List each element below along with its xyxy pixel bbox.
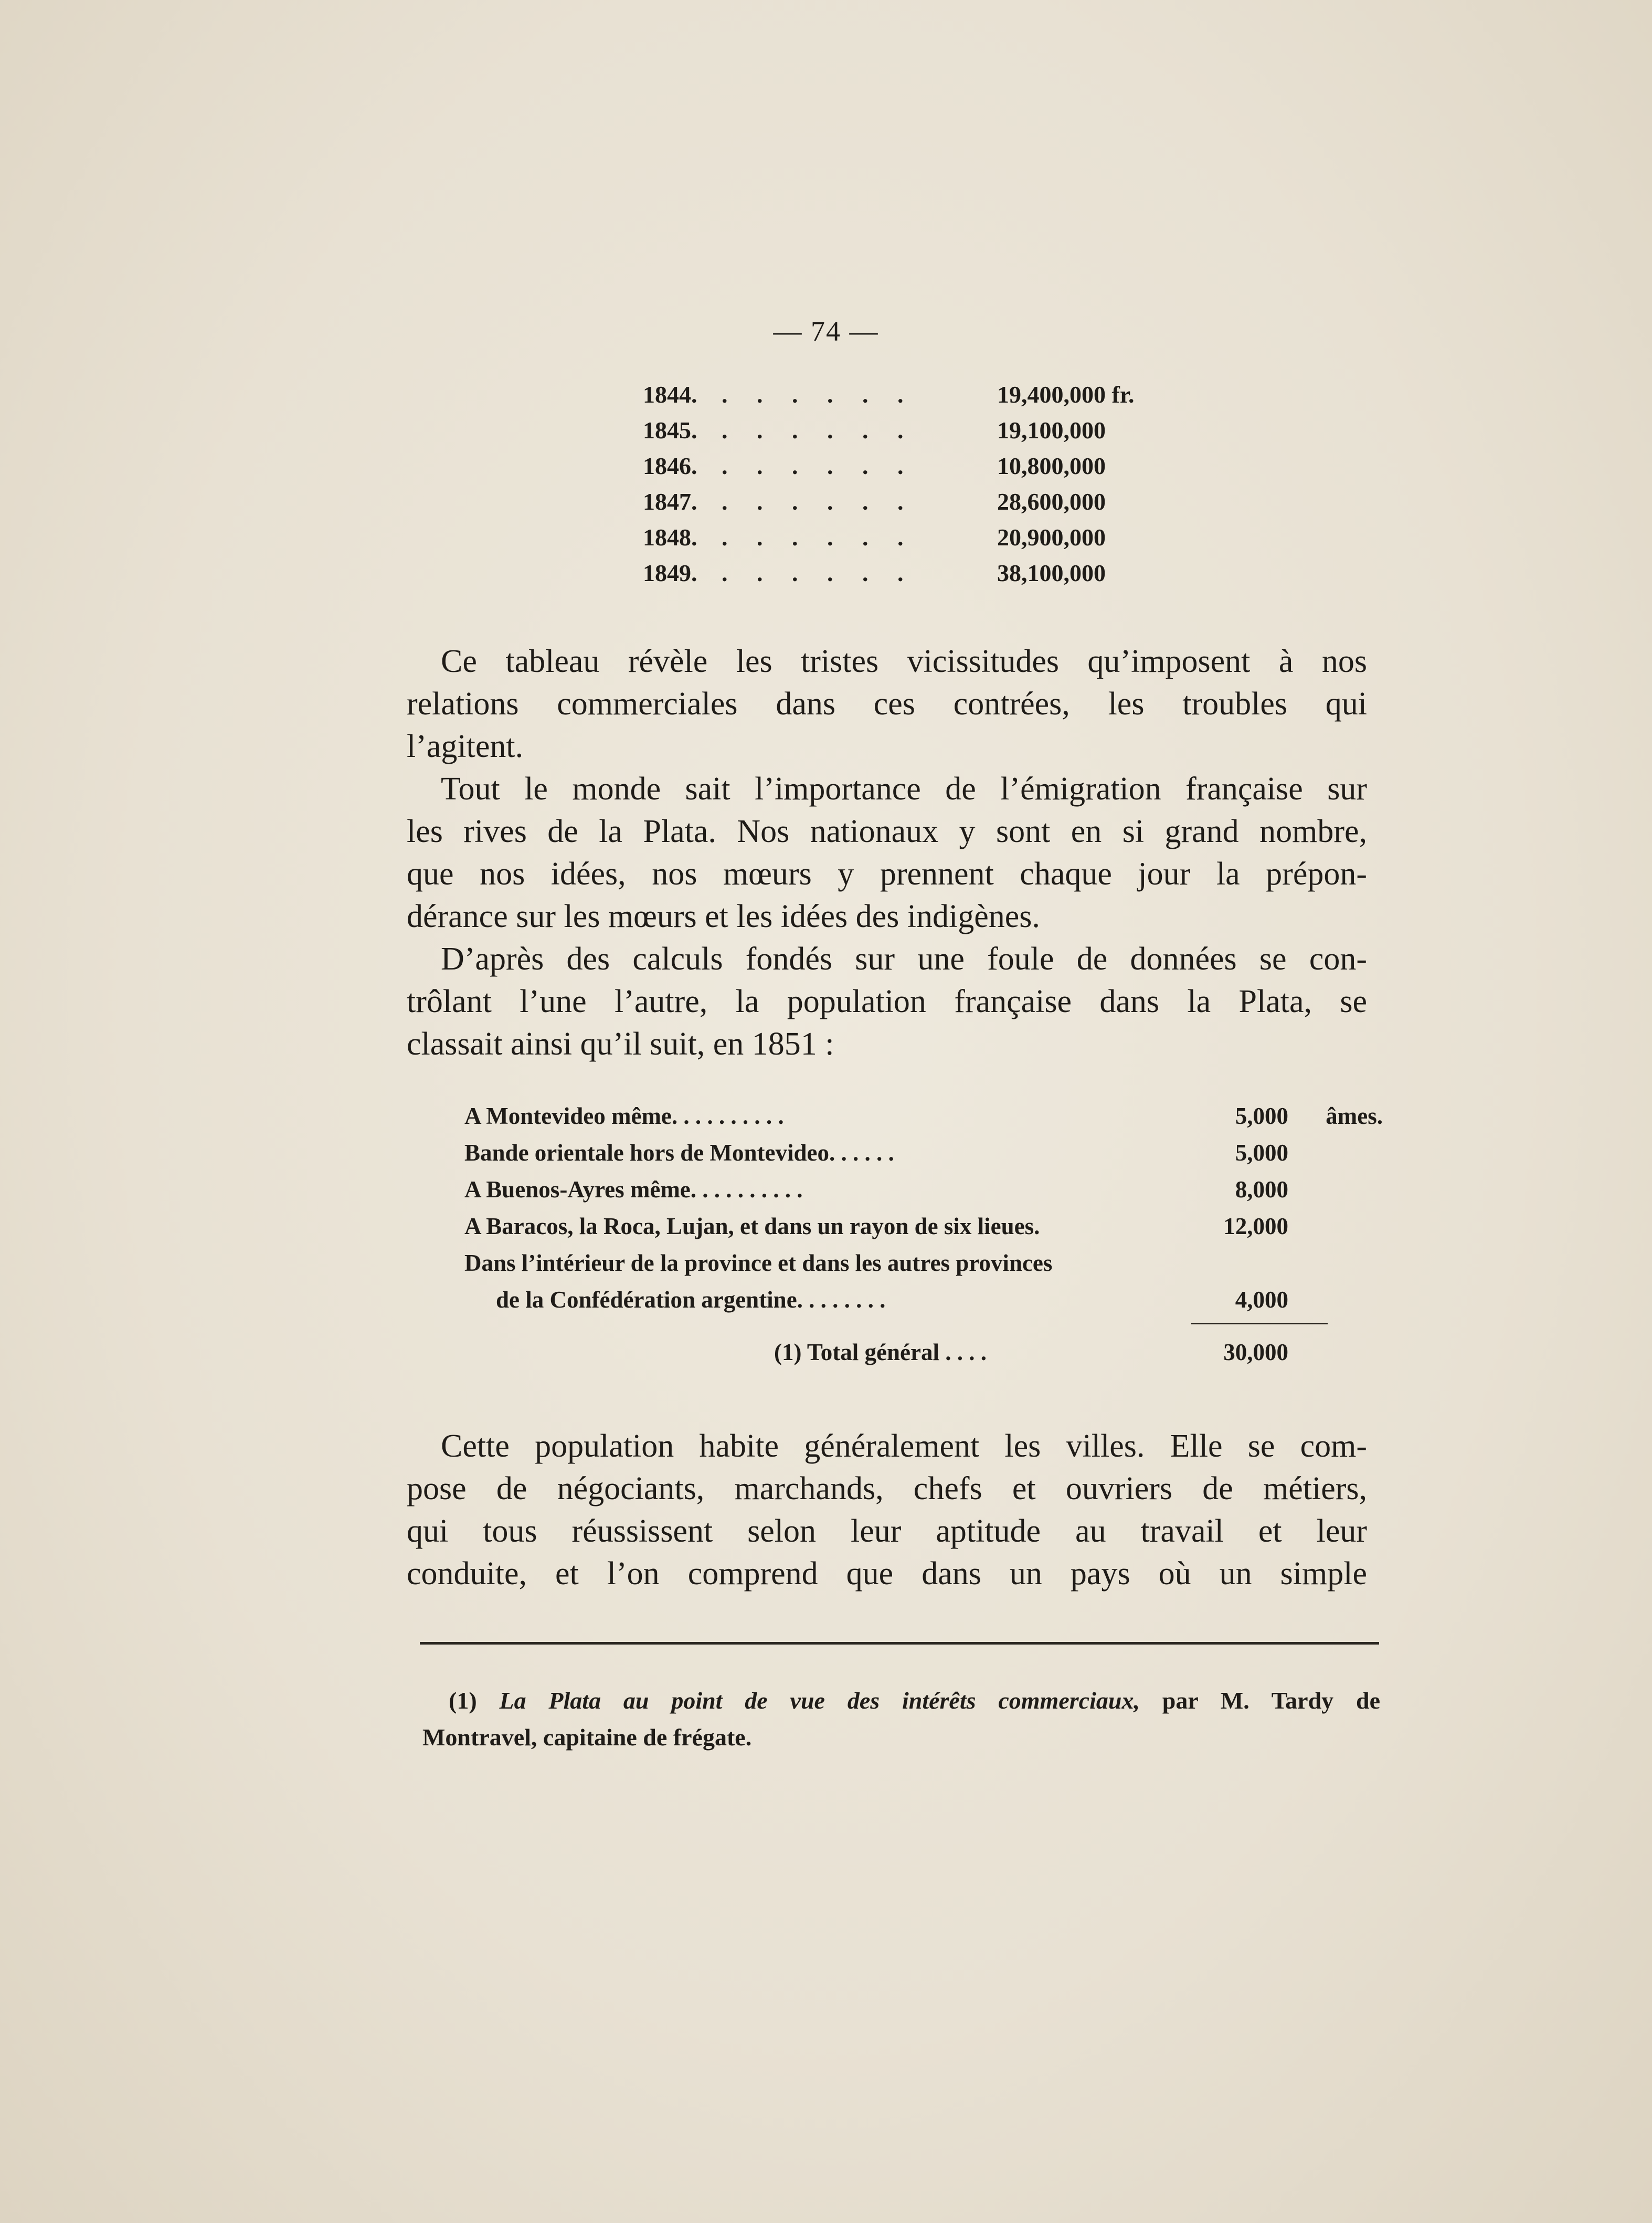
year-cell: 1847.: [643, 488, 697, 515]
leader-dots: . . . . . .: [722, 524, 915, 551]
paragraph-population: [407, 1425, 1367, 1595]
footnote-rule: [420, 1642, 1379, 1645]
total-label: (1) Total général . . . .: [774, 1339, 987, 1365]
text-line: les rives de la Plata. Nos nationaux y sont en si grand nombre,: [407, 814, 1367, 849]
row-label: Bande orientale hors de Montevideo. . . . . .: [464, 1140, 894, 1166]
row-value: 8,000: [1235, 1176, 1288, 1203]
leader-dots: . . . . . .: [722, 560, 915, 586]
text-line: Ce tableau révèle les tristes vicissitudes qu’imposent à nos: [441, 644, 1367, 679]
table-row: [643, 523, 1194, 559]
year-cell: 1848.: [643, 524, 697, 551]
total-row: [464, 1339, 1383, 1375]
text-line: qui tous réussissent selon leur aptitude au travail et leur: [407, 1513, 1367, 1549]
paragraph-calculs: [407, 938, 1367, 1066]
row-value: 4,000: [1235, 1287, 1288, 1313]
year-cell: 1845.: [643, 417, 697, 444]
text-line: conduite, et l’on comprend que dans un pays où un simple: [407, 1556, 1367, 1592]
leader-dots: . . . . . .: [722, 488, 915, 515]
table-row: [643, 488, 1194, 523]
text-line: D’après des calculs fondés sur une foule de données se con-: [441, 941, 1367, 977]
table-row: [643, 452, 1194, 488]
value-cell: 20,900,000: [997, 524, 1106, 551]
year-cell: 1844.: [643, 381, 697, 408]
leader-dots: . . . . . .: [722, 417, 915, 444]
leader-dots: . . . . . .: [722, 452, 915, 479]
footnote-author: par M. Tardy de: [1162, 1687, 1381, 1714]
footnote-line: Montravel, capitaine de frégate.: [422, 1724, 752, 1751]
text-line: Cette population habite généralement les villes. Elle se com-: [441, 1428, 1367, 1464]
text-line: trôlant l’une l’autre, la population française dans la Plata, se: [407, 984, 1367, 1019]
table-row: [464, 1286, 1383, 1323]
value-cell: 19,400,000 fr.: [997, 381, 1135, 408]
row-label: A Montevideo même. . . . . . . . . .: [464, 1103, 784, 1129]
text-line: Tout le monde sait l’importance de l’émigration française sur: [441, 771, 1367, 807]
table-row: [643, 416, 1194, 452]
year-cell: 1849.: [643, 560, 697, 586]
population-table: [464, 1102, 1383, 1375]
text-line: l’agitent.: [407, 729, 524, 764]
page-number: — 74 —: [773, 315, 879, 347]
row-label: A Buenos-Ayres même. . . . . . . . . .: [464, 1176, 803, 1203]
table-row: [643, 559, 1194, 595]
table-row: [464, 1139, 1383, 1176]
row-label: A Baracos, la Roca, Lujan, et dans un rayon de six lieues.: [464, 1213, 1040, 1239]
sum-rule: [1191, 1323, 1328, 1324]
table-row: [643, 381, 1194, 416]
paragraph-tableau: [407, 640, 1367, 768]
year-cell: 1846.: [643, 452, 697, 479]
revenue-table: [643, 381, 1194, 595]
footnote-marker: (1): [449, 1687, 477, 1714]
row-value: 5,000: [1235, 1140, 1288, 1166]
value-cell: 19,100,000: [997, 417, 1106, 444]
leader-dots: . . . . . .: [722, 381, 915, 408]
paragraph-emigration: [407, 768, 1367, 938]
footnote-title: La Plata au point de vue des intérêts commerciaux,: [499, 1687, 1140, 1714]
table-row: [464, 1176, 1383, 1213]
value-cell: 38,100,000: [997, 560, 1106, 586]
text-line: relations commerciales dans ces contrées, les troubles qui: [407, 686, 1367, 722]
table-row: [464, 1102, 1383, 1139]
sum-rule-row: [464, 1323, 1383, 1339]
table-row: [464, 1213, 1383, 1249]
value-cell: 10,800,000: [997, 452, 1106, 479]
text-line: classait ainsi qu’il suit, en 1851 :: [407, 1026, 834, 1062]
text-line: pose de négociants, marchands, chefs et ouvriers de métiers,: [407, 1471, 1367, 1506]
row-value: 5,000: [1235, 1103, 1288, 1129]
row-value: 12,000: [1223, 1213, 1288, 1239]
table-row: [464, 1249, 1383, 1286]
value-cell: 28,600,000: [997, 488, 1106, 515]
total-value: 30,000: [1223, 1339, 1288, 1365]
footnote: [422, 1682, 1380, 1756]
text-line: que nos idées, nos mœurs y prennent chaque jour la prépon-: [407, 856, 1367, 892]
row-label: Dans l’intérieur de la province et dans les autres provinces: [464, 1250, 1053, 1276]
text-line: dérance sur les mœurs et les idées des indigènes.: [407, 899, 1040, 934]
row-unit: âmes.: [1326, 1103, 1383, 1129]
footnote-line: [422, 1682, 1380, 1719]
row-label: de la Confédération argentine. . . . . . . .: [496, 1287, 886, 1313]
